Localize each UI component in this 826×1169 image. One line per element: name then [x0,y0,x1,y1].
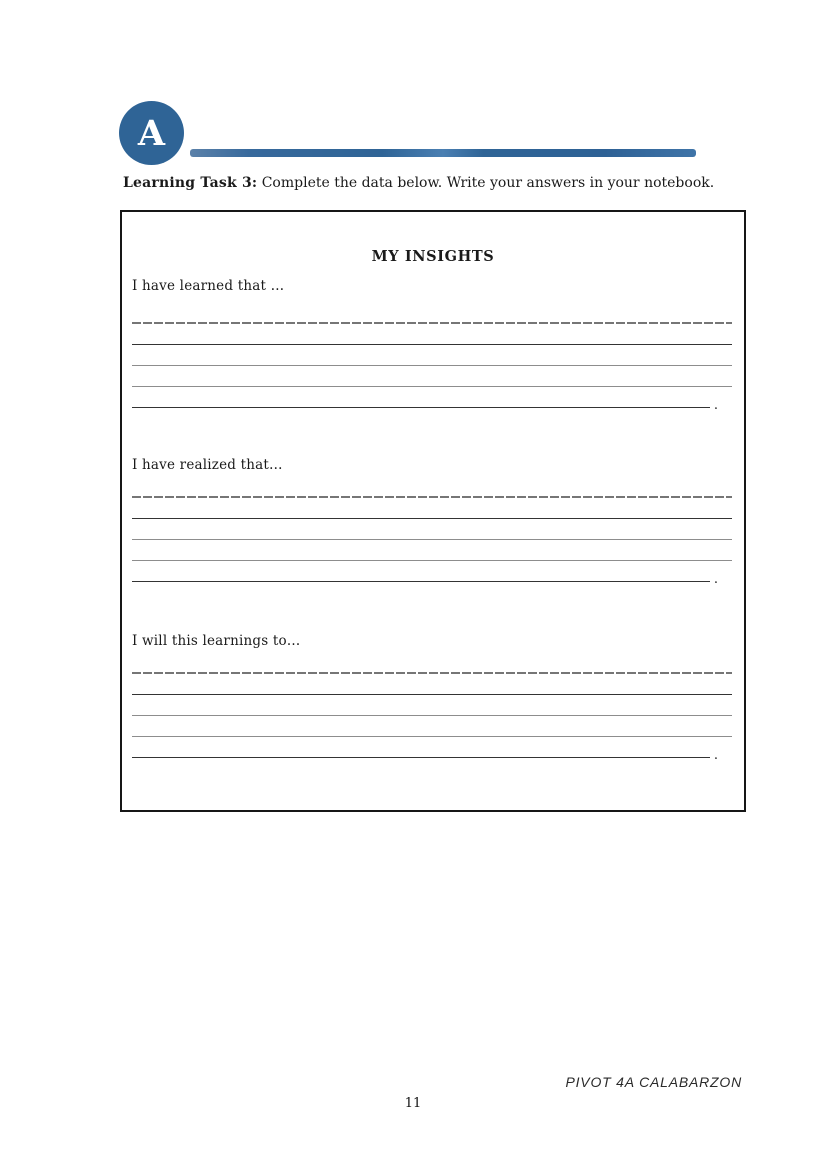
insights-section-apply [132,633,732,763]
prompt-realized: I have realized that… [132,457,283,473]
answer-line [132,303,732,324]
page-number: 11 [404,1096,422,1111]
answer-lines [132,477,732,587]
task-label: Learning Task 3: [123,175,258,191]
answer-lines [132,303,732,413]
prompt-learned: I have learned that … [132,278,285,294]
section-badge [119,101,184,165]
answer-line [132,345,732,366]
answer-line [132,695,732,716]
task-instruction: Complete the data below. Write your answers in your notebook. [257,175,715,191]
answer-line [132,498,732,519]
insights-box-title: MY INSIGHTS [371,248,495,265]
prompt-apply: I will this learnings to… [132,633,301,649]
answer-lines [132,653,732,763]
section-badge-letter: A [137,112,166,154]
answer-line [132,324,732,345]
line-end-period: . [713,572,718,587]
line-end-period: . [713,748,718,763]
task-instruction-line [123,174,763,192]
insights-section-realized [132,457,732,587]
answer-line [132,519,732,540]
line-end-period: . [713,398,718,413]
answer-line [132,674,732,695]
answer-line [132,366,732,387]
answer-line [132,387,732,413]
insights-section-learned [132,278,732,413]
answer-line [132,477,732,498]
answer-line [132,716,732,737]
answer-line [132,561,732,587]
insights-box [120,210,746,812]
answer-line [132,737,732,763]
answer-line [132,540,732,561]
footer-credit: PIVOT 4A CALABARZON [565,1074,742,1090]
accent-bar [190,149,696,157]
answer-line [132,653,732,674]
